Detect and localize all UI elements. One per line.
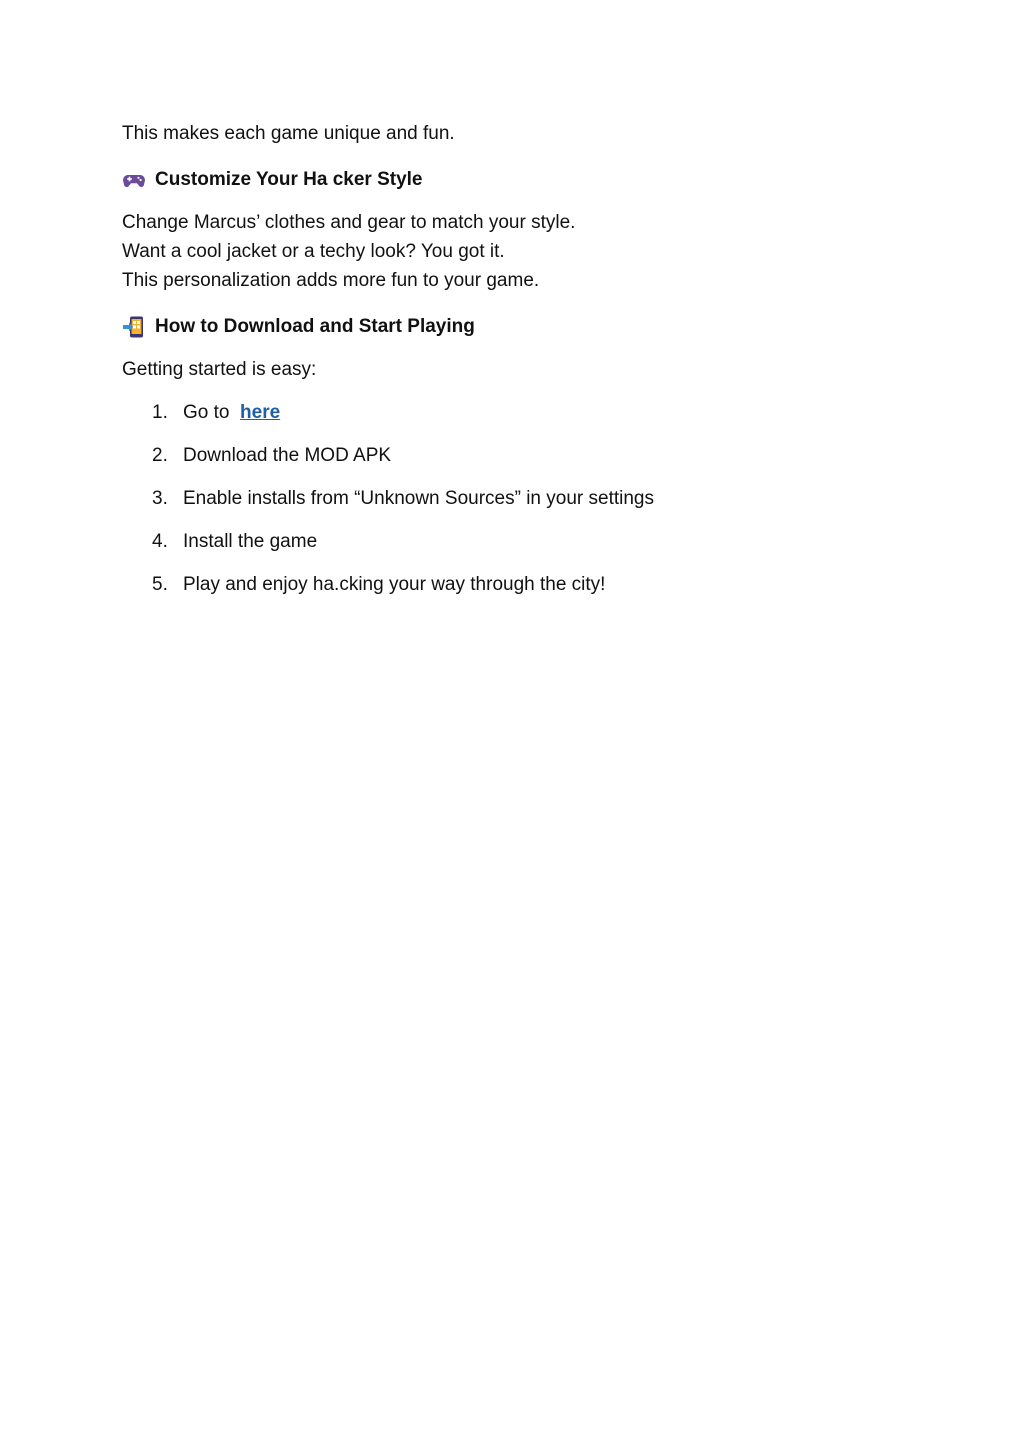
download-link[interactable]: here: [240, 402, 281, 423]
list-item: [152, 487, 654, 511]
game-controller-icon: [122, 168, 146, 192]
list-number: 4.: [152, 531, 168, 552]
list-text: Enable installs from “Unknown Sources” in your settings: [183, 488, 654, 509]
section-title-download: How to Download and Start Playing: [155, 316, 475, 337]
list-text: Install the game: [183, 531, 318, 552]
list-item: [152, 530, 317, 554]
section-heading-customize: [122, 168, 423, 192]
list-number: 3.: [152, 488, 168, 509]
intro-paragraph: This makes each game unique and fun.: [122, 123, 455, 144]
list-text: Go to: [183, 402, 235, 423]
steps-intro: Getting started is easy:: [122, 359, 317, 380]
section-heading-download: [122, 315, 475, 339]
list-item: [152, 444, 391, 468]
paragraph-line: This personalization adds more fun to your game.: [122, 270, 540, 291]
list-item: [152, 573, 605, 597]
section-title-customize: Customize Your Ha cker Style: [155, 169, 423, 190]
list-number: 1.: [152, 402, 168, 423]
paragraph-line: Want a cool jacket or a techy look? You got it.: [122, 241, 505, 262]
list-number: 5.: [152, 574, 168, 595]
list-number: 2.: [152, 445, 168, 466]
list-text: Download the MOD APK: [183, 445, 392, 466]
list-text: Play and enjoy ha.cking your way through the city!: [183, 574, 606, 595]
phone-download-icon: [122, 315, 146, 339]
paragraph-line: Change Marcus’ clothes and gear to match your style.: [122, 212, 576, 233]
list-item: [152, 401, 280, 425]
